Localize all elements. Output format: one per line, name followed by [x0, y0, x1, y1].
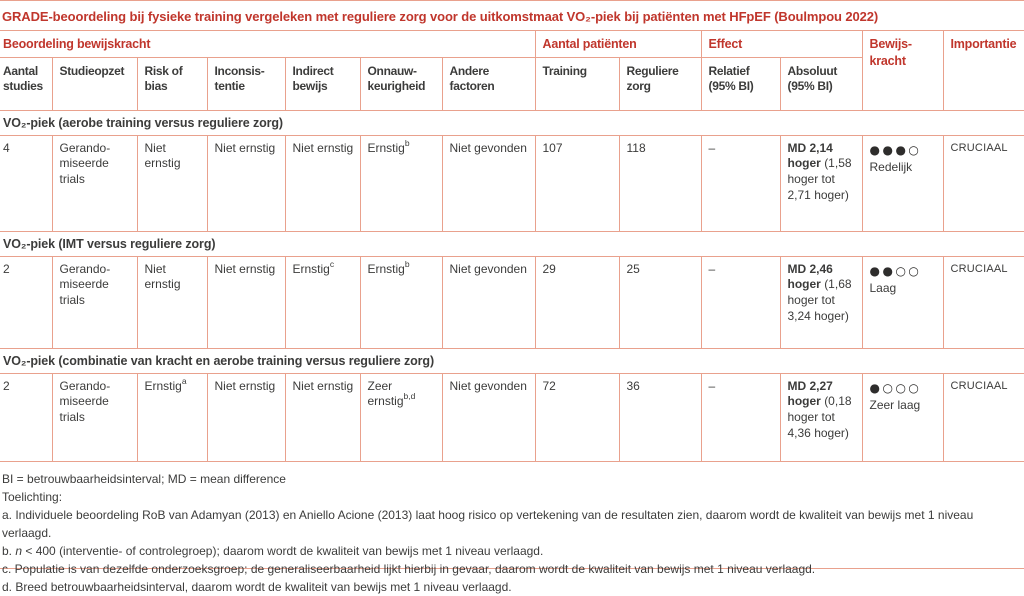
grade-rating-label: Laag: [869, 280, 897, 295]
cell-importantie: CRUCIAAL: [943, 256, 1024, 348]
effect-estimate: MD 2,46 hoger: [787, 261, 833, 292]
effect-ci: (0,18 hoger tot 4,36 hoger): [787, 394, 852, 441]
cell-andere-factoren: Niet gevonden: [442, 373, 535, 461]
cell-bewijskracht: [862, 256, 943, 348]
col-header-relatief: Relatief (95% BI): [701, 57, 780, 110]
col-header-training: Training: [535, 57, 619, 110]
group-header-importantie: Importantie: [943, 31, 1024, 111]
cell-relatief: –: [701, 135, 780, 231]
toelichting-label: Toelichting:: [2, 489, 63, 504]
cell-onnauwkeurigheid: Zeer ernstig$^{b,d}$: [360, 373, 442, 461]
footnote-marker: b,d: [403, 391, 416, 402]
table-row: [0, 256, 1024, 348]
cell-reguliere-zorg-n: 36: [619, 373, 701, 461]
grade-rating-dots: ●○○○: [869, 380, 922, 395]
effect-ci: (1,68 hoger tot 3,24 hoger): [787, 277, 852, 324]
cell-indirect-bewijs: Niet ernstig: [285, 373, 360, 461]
grade-rating-dots: ●●○○: [869, 263, 922, 278]
cell-inconsistentie: Niet ernstig: [207, 256, 285, 348]
section-title-combinatie: VO₂-piek (combinatie van kracht en aerobe training versus reguliere zorg): [0, 348, 1024, 373]
cell-andere-factoren: Niet gevonden: [442, 135, 535, 231]
footnote-a: a. Individuele beoordeling RoB van Adamyan (2013) en Aniello Acione (2013) laat hoog risico op vertekening van de resultaten zien, daarom wordt de kwaliteit van bewijs met 1 niveau verlaagd.: [2, 507, 974, 540]
cell-aantal-studies: 2: [0, 256, 52, 348]
col-header-risk-of-bias: Risk of bias: [137, 57, 207, 110]
cell-aantal-studies: 4: [0, 135, 52, 231]
cell-aantal-studies: 2: [0, 373, 52, 461]
effect-estimate: MD 2,14 hoger: [787, 140, 833, 171]
grade-rating-label: Zeer laag: [869, 397, 921, 412]
col-header-andere-factoren: Andere factoren: [442, 57, 535, 110]
cell-reguliere-zorg-n: 25: [619, 256, 701, 348]
group-header-bewijskracht: Bewijs-kracht: [862, 31, 943, 111]
cell-absoluut: [780, 256, 862, 348]
abbreviations-note: BI = betrouwbaarheidsinterval; MD = mean difference: [2, 471, 286, 486]
cell-onnauwkeurigheid: Ernstig$^b$: [360, 135, 442, 231]
col-header-indirect-bewijs: Indirect bewijs: [285, 57, 360, 110]
grade-rating-label: Redelijk: [869, 159, 913, 174]
col-header-onnauwkeurigheid: Onnauw-keurigheid: [360, 57, 442, 110]
cell-studieopzet: Gerando-miseerde trials: [52, 373, 137, 461]
footnote-marker: a: [181, 375, 187, 386]
footnote-marker: b: [404, 258, 410, 269]
group-header-aantal-patienten: Aantal patiënten: [535, 31, 701, 58]
col-header-inconsistentie: Inconsis-tentie: [207, 57, 285, 110]
group-header-effect: Effect: [701, 31, 862, 58]
cell-risk-of-bias: Niet ernstig: [137, 135, 207, 231]
footnote-marker: c: [329, 258, 335, 269]
footnote-marker: b: [404, 137, 410, 148]
cell-bewijskracht: [862, 135, 943, 231]
effect-estimate: MD 2,27 hoger: [787, 378, 833, 409]
cell-inconsistentie: Niet ernstig: [207, 135, 285, 231]
cell-training-n: 107: [535, 135, 619, 231]
group-header-beoordeling-bewijskracht: Beoordeling bewijskracht: [0, 31, 535, 58]
table-row: [0, 373, 1024, 461]
cell-indirect-bewijs: Niet ernstig: [285, 135, 360, 231]
col-header-studieopzet: Studieopzet: [52, 57, 137, 110]
table-title: GRADE-beoordeling bij fysieke training vergeleken met reguliere zorg voor de uitkomstmaat VO₂-piek bij patiënten met HFpEF (Boulmpou 2022): [0, 1, 1024, 31]
cell-inconsistentie: Niet ernstig: [207, 373, 285, 461]
effect-ci: (1,58 hoger tot 2,71 hoger): [787, 156, 852, 203]
footnote-b: b. n < 400 (interventie- of controlegroep); daarom wordt de kwaliteit van bewijs met 1 niveau verlaagd.: [2, 543, 544, 558]
col-header-absoluut: Absoluut (95% BI): [780, 57, 862, 110]
cell-risk-of-bias: Niet ernstig: [137, 256, 207, 348]
footnote-d: d. Breed betrouwbaarheidsinterval, daarom wordt de kwaliteit van bewijs met 1 niveau verlaagd.: [2, 579, 512, 594]
section-title-imt: VO₂-piek (IMT versus reguliere zorg): [0, 231, 1024, 256]
cell-importantie: CRUCIAAL: [943, 135, 1024, 231]
cell-relatief: –: [701, 256, 780, 348]
cell-indirect-bewijs: Ernstig$^c$: [285, 256, 360, 348]
cell-andere-factoren: Niet gevonden: [442, 256, 535, 348]
cell-importantie: CRUCIAAL: [943, 373, 1024, 461]
grade-rating-dots: ●●●○: [869, 142, 922, 157]
cell-studieopzet: Gerando-miseerde trials: [52, 256, 137, 348]
cell-studieopzet: Gerando-miseerde trials: [52, 135, 137, 231]
section-title-aerobe-training: VO₂-piek (aerobe training versus reguliere zorg): [0, 110, 1024, 135]
col-header-reguliere-zorg: Reguliere zorg: [619, 57, 701, 110]
table-footnotes: [0, 462, 1024, 594]
table-row: [0, 135, 1024, 231]
italic-n: n: [15, 543, 23, 558]
col-header-aantal-studies: Aantal studies: [0, 57, 52, 110]
cell-training-n: 72: [535, 373, 619, 461]
cell-absoluut: [780, 135, 862, 231]
cell-training-n: 29: [535, 256, 619, 348]
cell-absoluut: [780, 373, 862, 461]
cell-bewijskracht: [862, 373, 943, 461]
cell-risk-of-bias: Ernstig$^a$: [137, 373, 207, 461]
cell-reguliere-zorg-n: 118: [619, 135, 701, 231]
cell-relatief: –: [701, 373, 780, 461]
footnote-c: c. Populatie is van dezelfde onderzoeksgroep; de generaliseerbaarheid lijkt hierbij in gevaar, daarom wordt de kwaliteit van bewijs met 1 niveau verlaagd.: [2, 561, 816, 576]
cell-onnauwkeurigheid: Ernstig$^b$: [360, 256, 442, 348]
